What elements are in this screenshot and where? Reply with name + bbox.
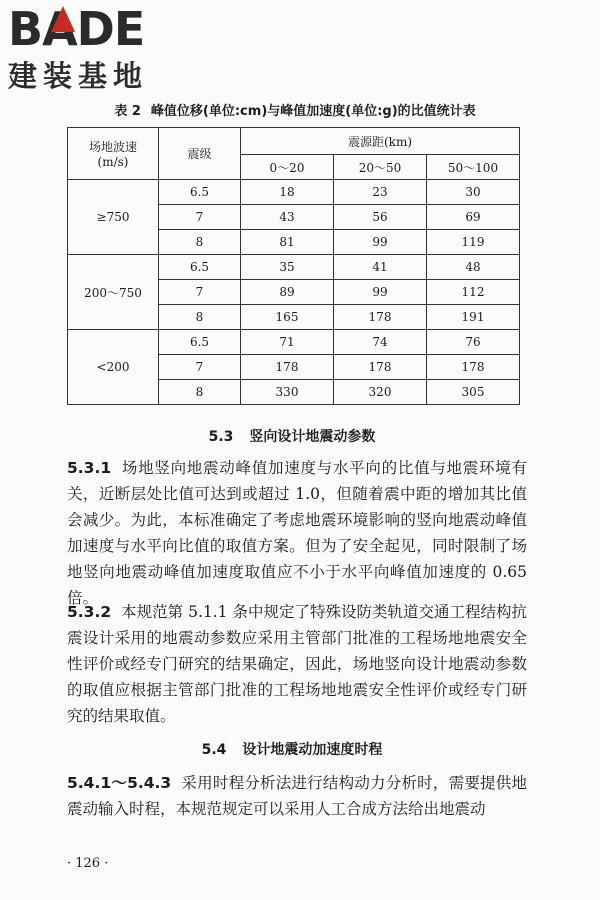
value-cell: 56 <box>334 205 427 230</box>
value-cell: 30 <box>427 180 520 205</box>
paragraph-5-4-1 <box>67 770 527 822</box>
header-dist-col: 50～100 <box>427 155 520 180</box>
value-cell: 74 <box>334 330 427 355</box>
value-cell: 119 <box>427 230 520 255</box>
mag-cell: 6.5 <box>159 330 241 355</box>
header-dist-col: 0～20 <box>241 155 334 180</box>
logo-subtitle: 建装基地 <box>8 59 149 93</box>
table-row <box>68 330 520 355</box>
value-cell: 99 <box>334 230 427 255</box>
value-cell: 35 <box>241 255 334 280</box>
value-cell: 18 <box>241 180 334 205</box>
mag-cell: 8 <box>159 305 241 330</box>
mag-cell: 7 <box>159 355 241 380</box>
clause-number: 5.3.1 <box>67 459 112 477</box>
value-cell: 330 <box>241 380 334 405</box>
mag-cell: 8 <box>159 230 241 255</box>
mag-cell: 7 <box>159 280 241 305</box>
value-cell: 165 <box>241 305 334 330</box>
header-site-wave-speed: 场地波速 (m/s) <box>68 128 159 180</box>
value-cell: 178 <box>241 355 334 380</box>
logo <box>8 2 149 95</box>
speed-cell: ≥750 <box>68 180 159 255</box>
value-cell: 178 <box>334 355 427 380</box>
logo-letter-b: B <box>8 2 43 56</box>
paragraph-text: 本规范第 5.1.1 条中规定了特殊设防类轨道交通工程结构抗震设计采用的地震动参数应采用主管部门批准的工程场地地震安全性评价或经专门研究的结果确定，因此，场地竖向设计地震动参数的取值应根据主管部门批准的工程场地地震安全性评价或经专门研究的结果取值。 <box>67 603 527 725</box>
table-caption <box>0 100 600 119</box>
mag-cell: 7 <box>159 205 241 230</box>
paragraph-text: 场地竖向地震动峰值加速度与水平向的比值与地震环境有关，近断层处比值可达到或超过 1.0，但随着震中距的增加其比值会减少。为此，本标准确定了考虑地震环境影响的竖向地震动峰值加速度与水平向比值的取值方案。但为了安全起见，同时限制了场地竖向地震动峰值加速度取值应不小于水平向峰值加速度的 0.65 倍。 <box>67 459 527 607</box>
paragraph-text: 采用时程分析法进行结构动力分析时，需要提供地震动输入时程，本规范规定可以采用人工合成方法给出地震动 <box>67 774 527 818</box>
value-cell: 76 <box>427 330 520 355</box>
value-cell: 191 <box>427 305 520 330</box>
speed-cell: <200 <box>68 330 159 405</box>
section-heading-5-3: 5.3 竖向设计地震动参数 <box>208 429 376 445</box>
section-heading-5-4: 5.4 设计地震动加速度时程 <box>201 742 383 758</box>
value-cell: 81 <box>241 230 334 255</box>
value-cell: 48 <box>427 255 520 280</box>
clause-number: 5.4.1～5.4.3 <box>67 774 172 792</box>
table-caption-text: 峰值位移(单位:cm)与峰值加速度(单位:g)的比值统计表 <box>150 104 476 119</box>
value-cell: 178 <box>334 305 427 330</box>
header-magnitude: 震级 <box>159 128 241 180</box>
table-caption-number: 表 2 <box>114 104 141 119</box>
value-cell: 320 <box>334 380 427 405</box>
value-cell: 43 <box>241 205 334 230</box>
paragraph-5-3-2 <box>67 599 527 729</box>
value-cell: 178 <box>427 355 520 380</box>
page-number: · 126 · <box>67 856 109 871</box>
mag-cell: 6.5 <box>159 180 241 205</box>
logo-letter-a: A <box>42 2 77 56</box>
value-cell: 69 <box>427 205 520 230</box>
value-cell: 71 <box>241 330 334 355</box>
paragraph-5-3-1 <box>67 455 527 611</box>
clause-number: 5.3.2 <box>67 603 112 621</box>
logo-red-triangle-icon <box>51 6 75 32</box>
ratio-statistics-table <box>67 127 520 405</box>
value-cell: 89 <box>241 280 334 305</box>
value-cell: 112 <box>427 280 520 305</box>
value-cell: 41 <box>334 255 427 280</box>
value-cell: 99 <box>334 280 427 305</box>
mag-cell: 8 <box>159 380 241 405</box>
logo-wordmark <box>8 2 148 56</box>
speed-cell: 200～750 <box>68 255 159 330</box>
value-cell: 305 <box>427 380 520 405</box>
value-cell: 23 <box>334 180 427 205</box>
table-row <box>68 255 520 280</box>
header-source-distance: 震源距(km) <box>241 128 520 155</box>
table-row <box>68 180 520 205</box>
header-dist-col: 20～50 <box>334 155 427 180</box>
logo-letters-de: DE <box>76 2 145 56</box>
mag-cell: 6.5 <box>159 255 241 280</box>
